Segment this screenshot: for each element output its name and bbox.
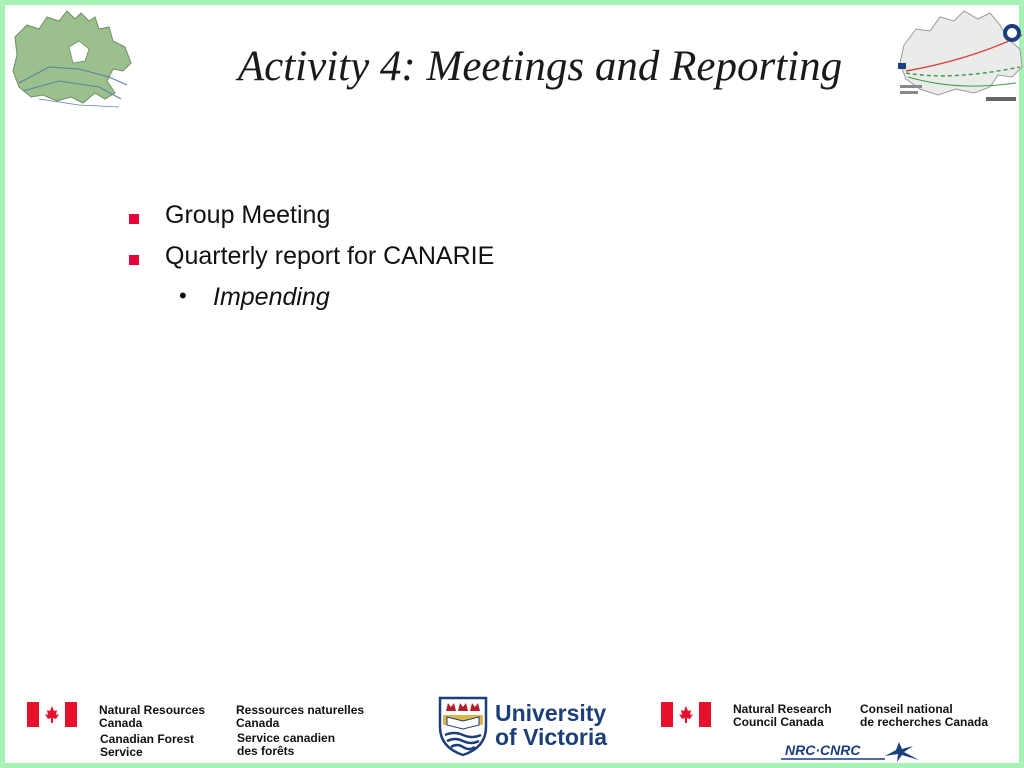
svg-text:NRC·CNRC: NRC·CNRC xyxy=(785,742,861,758)
cfs-name-fr: Service canadien des forêts xyxy=(237,731,336,758)
nrcan-name-fr: Ressources naturelles Canada xyxy=(236,703,365,730)
canada-map-icon xyxy=(9,7,135,113)
square-bullet-icon xyxy=(129,214,139,224)
sub-bullet-text: Impending xyxy=(213,283,330,311)
cfs-name-en: Canadian Forest Service xyxy=(100,732,195,759)
canada-flag-icon xyxy=(661,702,711,727)
dot-bullet-icon: • xyxy=(179,283,187,308)
nrc-name-fr: Conseil national de recherches Canada xyxy=(860,702,989,729)
square-bullet-icon xyxy=(129,255,139,265)
nrc-name-en: Natural Research Council Canada xyxy=(733,702,832,729)
university-crest-icon xyxy=(437,695,489,757)
bullet-text: Quarterly report for CANARIE xyxy=(165,242,495,270)
uvic-wordmark: University of Victoria xyxy=(495,700,608,750)
nrcan-name-en: Natural Resources Canada xyxy=(99,703,206,730)
slide-title: Activity 4: Meetings and Reporting xyxy=(237,43,843,90)
bullet-text: Group Meeting xyxy=(165,201,331,229)
nrc-cnrc-logo xyxy=(781,738,923,764)
canada-flag-icon xyxy=(27,702,77,727)
